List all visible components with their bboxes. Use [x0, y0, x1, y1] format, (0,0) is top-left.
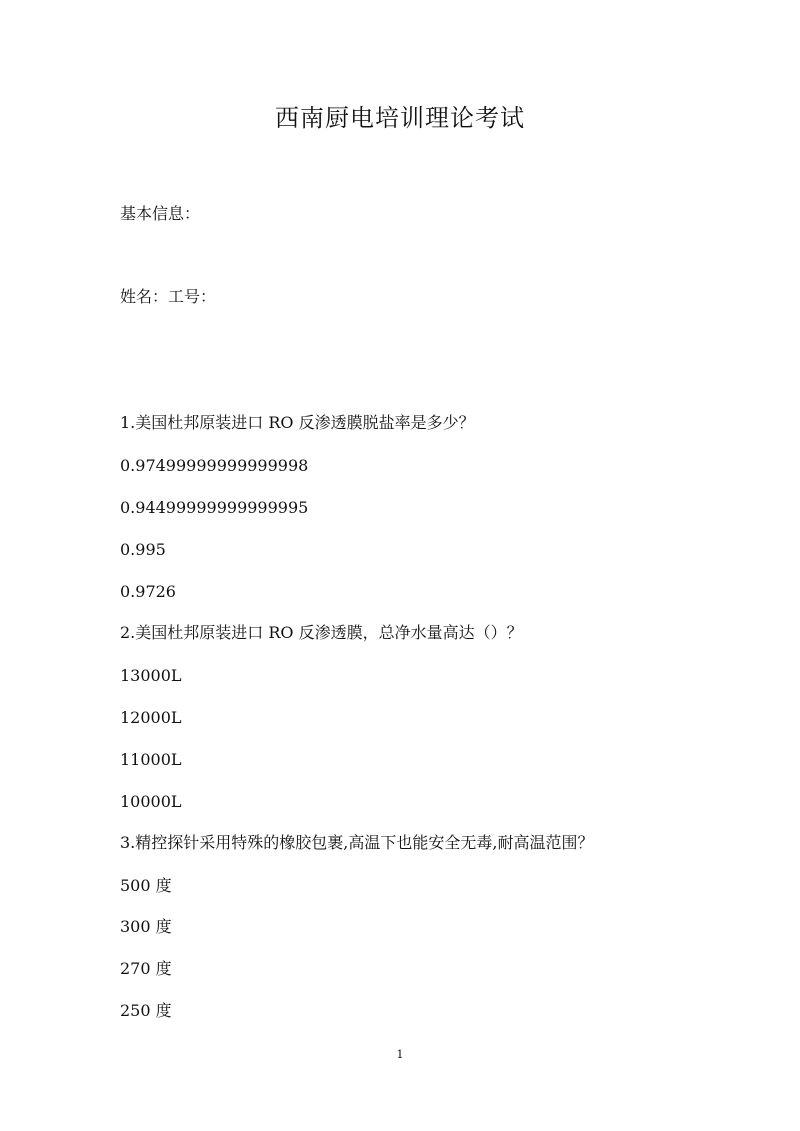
- question-3-option-4: 250 度: [120, 1001, 172, 1020]
- question-2-text: 2.美国杜邦原装进口 RO 反渗透膜，总净水量高达（）？: [120, 623, 523, 642]
- document-title: 西南厨电培训理论考试: [275, 104, 525, 132]
- question-3-option-3: 270 度: [120, 959, 172, 978]
- basic-info-label: 基本信息：: [120, 204, 201, 223]
- question-3-option-1: 500 度: [120, 876, 172, 895]
- question-1-option-2: 0.94499999999999995: [120, 498, 309, 517]
- question-3-option-2: 300 度: [120, 917, 172, 936]
- page-number: 1: [396, 1048, 404, 1061]
- question-3-text: 3.精控探针采用特殊的橡胶包裹,高温下也能安全无毒,耐高温范围？: [120, 833, 594, 852]
- question-1-option-1: 0.97499999999999998: [120, 456, 309, 475]
- question-2-option-2: 12000L: [120, 708, 182, 727]
- question-2-option-3: 11000L: [120, 750, 182, 769]
- question-2-option-1: 13000L: [120, 666, 182, 685]
- question-1-text: 1.美国杜邦原装进口 RO 反渗透膜脱盐率是多少？: [120, 413, 475, 432]
- question-1-option-4: 0.9726: [120, 582, 176, 601]
- question-2-option-4: 10000L: [120, 792, 182, 811]
- question-1-option-3: 0.995: [120, 540, 166, 559]
- name-id-line: 姓名：工号：: [120, 287, 217, 306]
